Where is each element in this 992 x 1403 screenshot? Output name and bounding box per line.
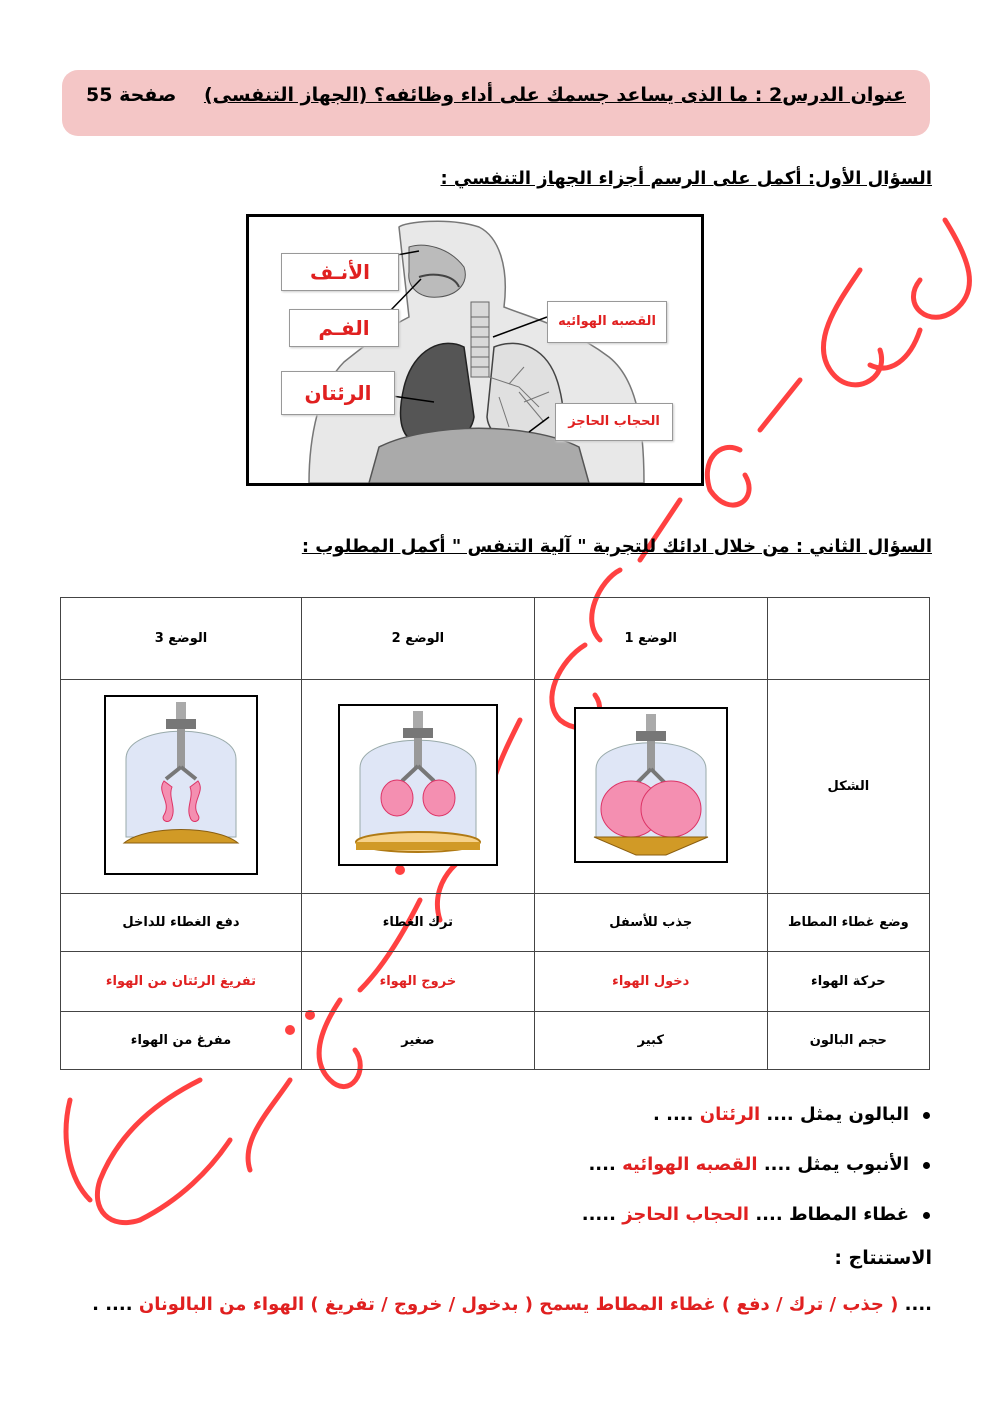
row-label-air-movement: حركة الهواء bbox=[767, 952, 929, 1012]
conclusion-prefix: .... bbox=[904, 1294, 932, 1315]
bullet-answer: الحجاب الحاجز bbox=[622, 1204, 750, 1225]
header-cell-position-3: الوضع 3 bbox=[61, 598, 302, 680]
conclusion-answer: ( جذب / ترك / دفع ) غطاء المطاط يسمح ( بدخول / خروج / تفريغ ) الهواء من البالونان bbox=[138, 1294, 899, 1315]
label-nose: الأنـف bbox=[281, 253, 399, 291]
cell-shape-2 bbox=[301, 680, 534, 894]
list-item bbox=[582, 1104, 930, 1154]
cell-air-1: دخول الهواء bbox=[534, 952, 767, 1012]
cell-shape-3 bbox=[61, 680, 302, 894]
label-diaphragm: الحجاب الحاجز bbox=[555, 403, 673, 441]
bullet-prefix: الأنبوب يمثل .... bbox=[763, 1154, 909, 1175]
bullet-icon bbox=[923, 1212, 930, 1219]
header-cell-empty bbox=[767, 598, 929, 680]
table-row-air-movement bbox=[61, 952, 930, 1012]
lesson-header bbox=[62, 70, 930, 136]
list-item bbox=[582, 1154, 930, 1204]
row-label-shape: الشكل bbox=[767, 680, 929, 894]
header-cell-position-2: الوضع 2 bbox=[301, 598, 534, 680]
label-trachea: القصبه الهوائيه bbox=[547, 301, 667, 343]
bell-jar-image-2 bbox=[338, 704, 498, 866]
conclusion-label: الاستنتاج : bbox=[834, 1247, 932, 1269]
label-lungs: الرئتان bbox=[281, 371, 395, 415]
table-row-rubber-cover bbox=[61, 894, 930, 952]
bullet-suffix: ..... bbox=[581, 1204, 616, 1225]
row-label-rubber-cover: وضع غطاء المطاط bbox=[767, 894, 929, 952]
table-row-shape bbox=[61, 680, 930, 894]
bullet-suffix: .... bbox=[588, 1154, 616, 1175]
conclusion-suffix: .... . bbox=[92, 1294, 133, 1315]
bullet-icon bbox=[923, 1112, 930, 1119]
respiratory-system-diagram bbox=[246, 214, 704, 486]
header-cell-position-1: الوضع 1 bbox=[534, 598, 767, 680]
bullet-prefix: البالون يمثل .... bbox=[766, 1104, 909, 1125]
cell-rubber-3: دفع الغطاء للداخل bbox=[61, 894, 302, 952]
cell-size-3: مفرغ من الهواء bbox=[61, 1012, 302, 1070]
bell-jar-image-3 bbox=[104, 695, 258, 875]
label-mouth: الفـم bbox=[289, 309, 399, 347]
cell-air-2: خروج الهواء bbox=[301, 952, 534, 1012]
bullet-prefix: غطاء المطاط .... bbox=[755, 1204, 909, 1225]
cell-rubber-1: جذب للأسفل bbox=[534, 894, 767, 952]
bell-jar-image-1 bbox=[574, 707, 728, 863]
answers-list bbox=[582, 1104, 930, 1254]
page-number: صفحة 55 bbox=[86, 84, 177, 106]
lesson-title: عنوان الدرس2 : ما الذى يساعد جسمك على أداء وظائفه؟ (الجهاز التنفسى) bbox=[203, 84, 906, 106]
bullet-icon bbox=[923, 1162, 930, 1169]
row-label-balloon-size: حجم البالون bbox=[767, 1012, 929, 1070]
question-2-title: السؤال الثاني : من خلال ادائك للتجربة " آلية التنفس " أكمل المطلوب : bbox=[301, 536, 932, 557]
table-row-balloon-size bbox=[61, 1012, 930, 1070]
table-header-row bbox=[61, 598, 930, 680]
conclusion-text bbox=[92, 1294, 932, 1315]
cell-rubber-2: ترك الغطاء bbox=[301, 894, 534, 952]
cell-shape-1 bbox=[534, 680, 767, 894]
question-1-title: السؤال الأول: أكمل على الرسم أجزاء الجهاز التنفسي : bbox=[440, 168, 932, 189]
bullet-answer: الرئتان bbox=[699, 1104, 761, 1125]
cell-size-1: كبير bbox=[534, 1012, 767, 1070]
bullet-suffix: .... . bbox=[653, 1104, 694, 1125]
cell-size-2: صغير bbox=[301, 1012, 534, 1070]
experiment-table bbox=[60, 597, 930, 1070]
bullet-answer: القصبه الهوائيه bbox=[622, 1154, 758, 1175]
cell-air-3: تفريغ الرئتان من الهواء bbox=[61, 952, 302, 1012]
